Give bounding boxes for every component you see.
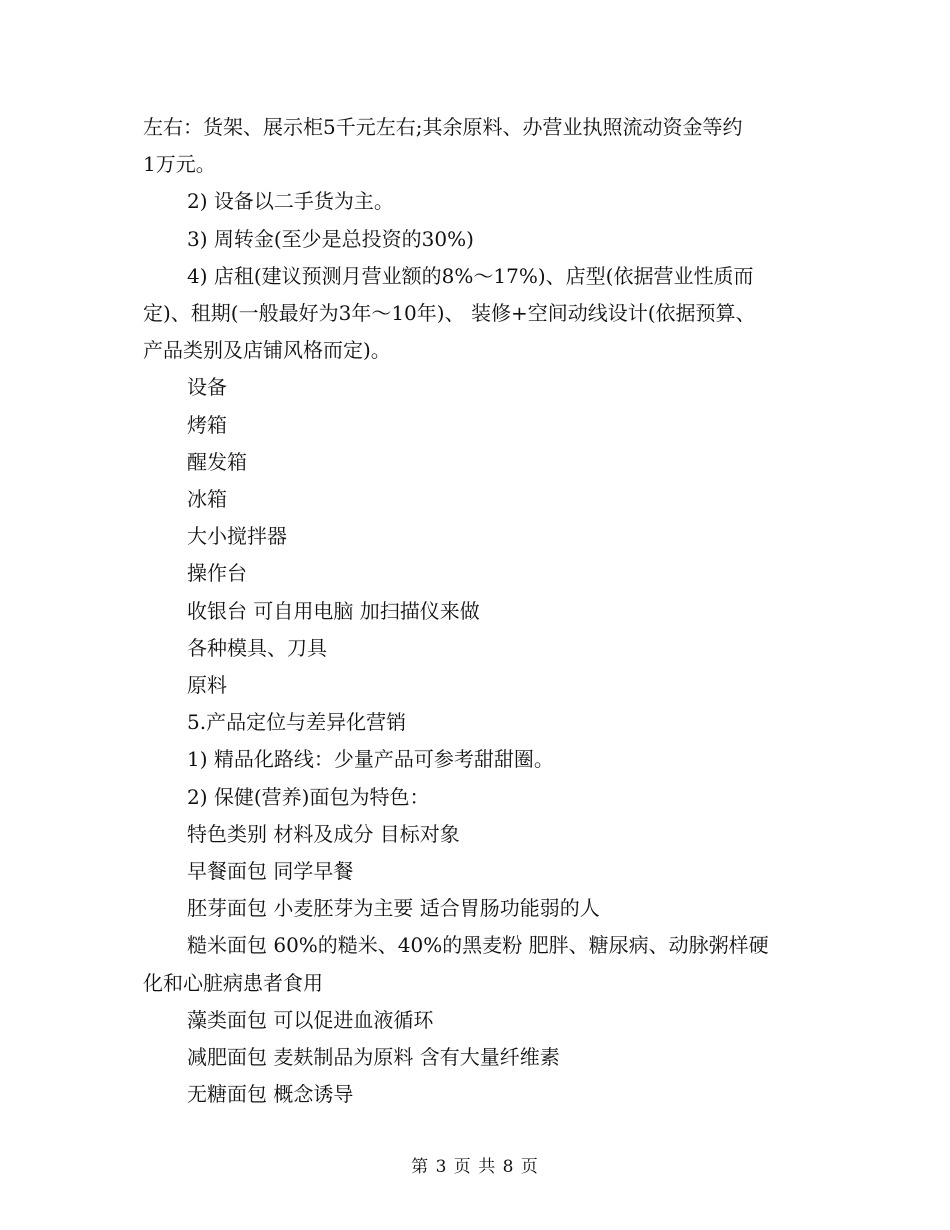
paragraph-line: 原料 bbox=[187, 673, 227, 698]
paragraph-line: 各种模具、刀具 bbox=[187, 635, 327, 660]
paragraph-line: 化和心脏病患者食用 bbox=[143, 970, 323, 995]
paragraph-line: 冰箱 bbox=[187, 487, 227, 512]
paragraph-line: 5.产品定位与差异化营销 bbox=[187, 710, 407, 735]
document-body bbox=[143, 109, 808, 1113]
paragraph-line: 左右：货架、展示柜5千元左右;其余原料、办营业执照流动资金等约 bbox=[143, 115, 743, 139]
paragraph-line: 烤箱 bbox=[187, 412, 227, 437]
paragraph-line: 大小搅拌器 bbox=[187, 524, 287, 549]
paragraph-line: 无糖面包 概念诱导 bbox=[187, 1082, 354, 1107]
paragraph-line: 操作台 bbox=[187, 561, 247, 586]
paragraph-line: 藻类面包 可以促进血液循环 bbox=[187, 1007, 434, 1032]
paragraph-line: 醒发箱 bbox=[187, 449, 247, 474]
paragraph-line: 定)、租期(一般最好为3年～10年)、 装修+空间动线设计(依据预算、 bbox=[143, 301, 756, 326]
paragraph-line: 4) 店租(建议预测月营业额的8%～17%)、店型(依据营业性质而 bbox=[187, 263, 754, 288]
paragraph-line: 2) 设备以二手货为主。 bbox=[187, 189, 394, 214]
paragraph-line: 早餐面包 同学早餐 bbox=[187, 859, 354, 884]
paragraph-line: 胚芽面包 小麦胚芽为主要 适合胃肠功能弱的人 bbox=[187, 896, 600, 921]
paragraph-line: 特色类别 材料及成分 目标对象 bbox=[187, 821, 460, 846]
paragraph-line: 减肥面包 麦麸制品为原料 含有大量纤维素 bbox=[187, 1045, 560, 1070]
paragraph-line: 3) 周转金(至少是总投资的30%) bbox=[187, 226, 474, 251]
paragraph-line: 产品类别及店铺风格而定)。 bbox=[143, 338, 391, 363]
paragraph-line: 1万元。 bbox=[143, 152, 216, 177]
paragraph-line: 糙米面包 60%的糙米、40%的黑麦粉 肥胖、糖尿病、动脉粥样硬 bbox=[187, 933, 769, 958]
page-footer: 第 3 页 共 8 页 bbox=[411, 1157, 539, 1177]
paragraph-line: 1) 精品化路线：少量产品可参考甜甜圈。 bbox=[187, 747, 554, 772]
paragraph-line: 设备 bbox=[187, 375, 227, 400]
paragraph-line: 2) 保健(营养)面包为特色： bbox=[187, 784, 430, 809]
paragraph-line: 收银台 可自用电脑 加扫描仪来做 bbox=[187, 598, 480, 623]
